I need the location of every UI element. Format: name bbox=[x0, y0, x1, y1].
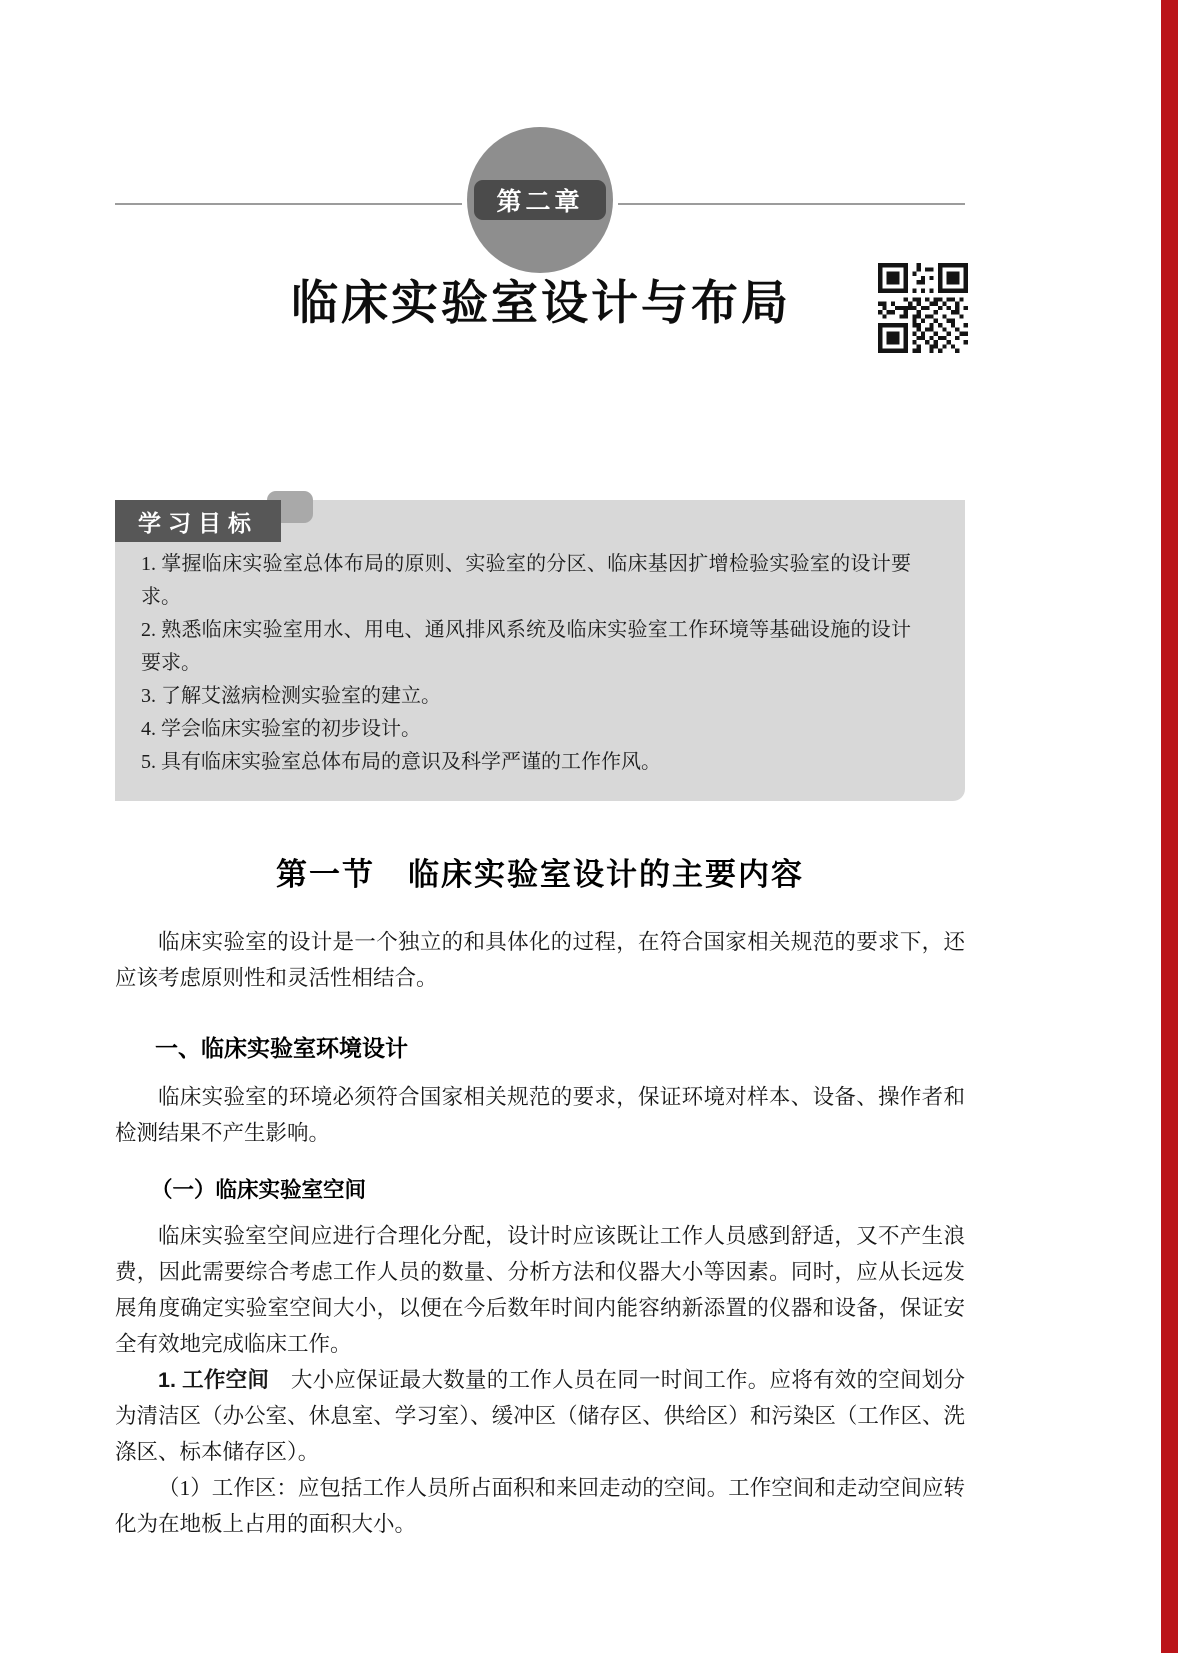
subsection-heading: 一、临床实验室环境设计 bbox=[155, 1035, 408, 1061]
subsubsection-paragraph: 临床实验室空间应进行合理化分配，设计时应该既让工作人员感到舒适，又不产生浪费，因此需要综合考虑工作人员的数量、分析方法和仪器大小等因素。同时，应从长远发展角度确定实验室空间大小，以便在今后数年时间内能容纳新添置的仪器和设备，保证安全有效地完成临床工作。 bbox=[115, 1224, 965, 1356]
workspace-label: 1. 工作空间 bbox=[158, 1368, 270, 1392]
text-column bbox=[115, 0, 965, 1542]
workspace-subitem-paragraph: （1）工作区：应包括工作人员所占面积和来回走动的空间。工作空间和走动空间应转化为在地板上占用的面积大小。 bbox=[115, 1476, 965, 1536]
section-title: 第一节 临床实验室设计的主要内容 bbox=[276, 857, 804, 892]
objective-item: 5. 具有临床实验室总体布局的意识及科学严谨的工作作风。 bbox=[141, 751, 661, 773]
subsection-paragraph: 临床实验室的环境必须符合国家相关规范的要求，保证环境对样本、设备、操作者和检测结果不产生影响。 bbox=[115, 1085, 965, 1145]
chapter-title: 临床实验室设计与布局 bbox=[291, 276, 791, 329]
subsubsection-heading: （一）临床实验室空间 bbox=[151, 1178, 367, 1202]
page-edge-accent-bar bbox=[1161, 0, 1178, 1653]
learning-objectives-box bbox=[115, 500, 965, 801]
objectives-header: 学习目标 bbox=[115, 500, 281, 542]
objective-item: 1. 掌握临床实验室总体布局的原则、实验室的分区、临床基因扩增检验实验室的设计要求。 bbox=[141, 553, 911, 608]
chapter-number: 第二章 bbox=[496, 188, 584, 216]
objective-item: 4. 学会临床实验室的初步设计。 bbox=[141, 718, 421, 740]
section-intro-paragraph: 临床实验室的设计是一个独立的和具体化的过程，在符合国家相关规范的要求下，还应该考虑原则性和灵活性相结合。 bbox=[115, 930, 965, 990]
objective-item: 2. 熟悉临床实验室用水、用电、通风排风系统及临床实验室工作环境等基础设施的设计要求。 bbox=[141, 619, 911, 674]
objective-item: 3. 了解艾滋病检测实验室的建立。 bbox=[141, 685, 441, 707]
workspace-paragraph bbox=[115, 1362, 965, 1470]
workspace-text: 大小应保证最大数量的工作人员在同一时间工作。应将有效的空间划分为清洁区（办公室、休息室、学习室）、缓冲区（储存区、供给区）和污染区（工作区、洗涤区、标本储存区）。 bbox=[115, 1368, 965, 1464]
objectives-list bbox=[141, 548, 911, 779]
